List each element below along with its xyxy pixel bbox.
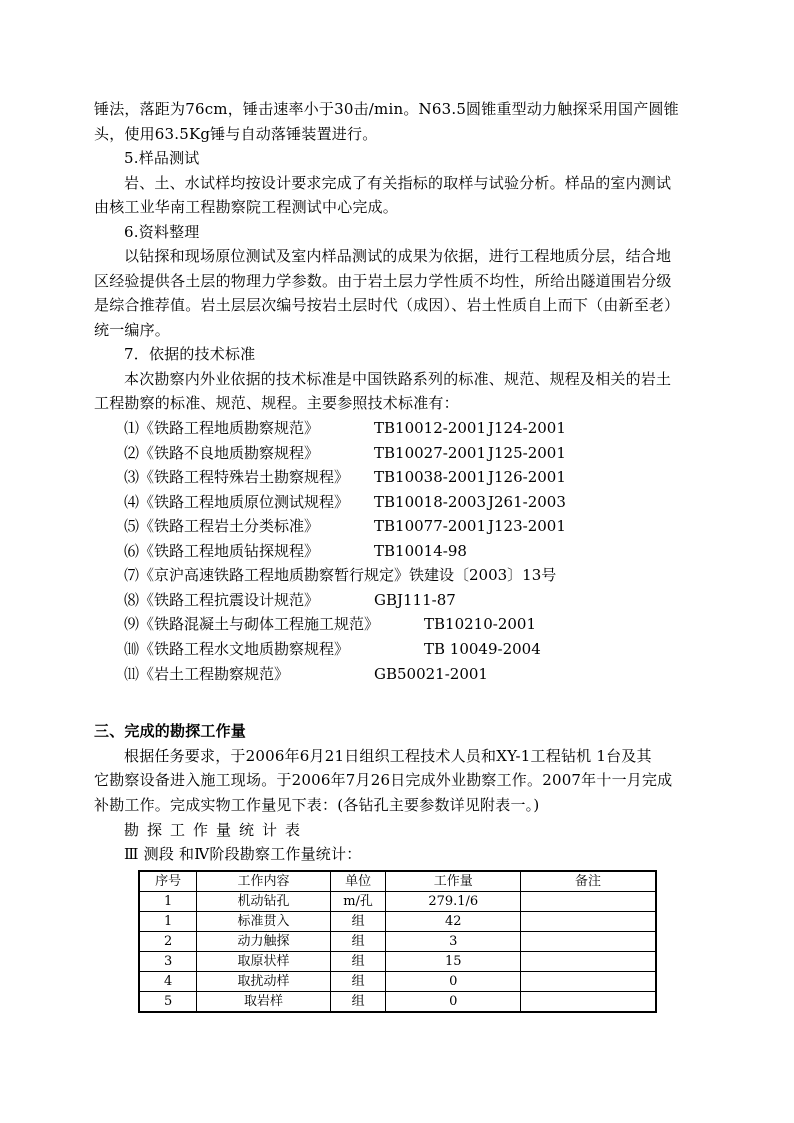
paragraph-line: 是综合推荐值。岩土层层次编号按岩土层时代（成因）、岩土性质自上而下（由新至老） (94, 296, 680, 314)
table-cell: 2 (139, 932, 197, 952)
standard-name: ⑵《铁路不良地质勘察规程》 (124, 444, 320, 462)
table-row (139, 912, 656, 932)
table-header-row (139, 871, 656, 892)
table-cell: 组 (330, 932, 386, 952)
standard-name: ⑹《铁路工程地质钻探规程》 (124, 542, 320, 560)
table-cell: 组 (330, 952, 386, 972)
table-row (139, 892, 656, 912)
standard-code: GB50021-2001 (374, 665, 488, 683)
table-cell: m/孔 (330, 892, 386, 912)
table-cell: 组 (330, 992, 386, 1013)
workload-table (138, 870, 657, 1013)
standard-code2: J126-2001 (488, 468, 566, 486)
standard-name: ⑾《岩土工程勘察规范》 (124, 665, 290, 683)
table-row (139, 932, 656, 952)
paragraph-line: 本次勘察内外业依据的技术标准是中国铁路系列的标准、规范、规程及相关的岩土 (124, 370, 672, 388)
paragraph-line: 由核工业华南工程勘察院工程测试中心完成。 (94, 198, 399, 216)
paragraph-line: 统一编序。 (94, 321, 171, 339)
table-row (139, 992, 656, 1013)
subheading-sample-testing: 5.样品测试 (124, 149, 200, 167)
section-heading: 三、完成的勘探工作量 (94, 722, 247, 740)
standard-code: TB10038-2001 (374, 468, 486, 486)
paragraph-line: 以钻探和现场原位测试及室内样品测试的成果为依据，进行工程地质分层，结合地 (124, 247, 672, 265)
standard-name: ⑸《铁路工程岩土分类标准》 (124, 517, 320, 535)
paragraph-line: 工程勘察的标准、规范、规程。主要参照技术标准有： (94, 394, 459, 412)
paragraph-line: 岩、土、水试样均按设计要求完成了有关指标的取样与试验分析。样品的室内测试 (124, 174, 672, 192)
table-cell (521, 932, 656, 952)
standard-code2: J125-2001 (488, 444, 566, 462)
standard-name: ⑷《铁路工程地质原位测试规程》 (124, 493, 350, 511)
subheading-data-processing: 6.资料整理 (124, 223, 200, 241)
table-subtitle: Ⅲ 测段 和Ⅳ阶段勘察工作量统计： (124, 845, 362, 863)
table-row (139, 952, 656, 972)
table-cell: 取岩样 (197, 992, 330, 1013)
standard-name: ⑻《铁路工程抗震设计规范》 (124, 591, 320, 609)
table-cell: 组 (330, 912, 386, 932)
table-header: 备注 (521, 871, 656, 892)
table-cell (521, 952, 656, 972)
table-cell: 取扰动样 (197, 972, 330, 992)
table-cell: 3 (386, 932, 521, 952)
table-cell: 动力触探 (197, 932, 330, 952)
standard-code: TB10014-98 (374, 542, 467, 560)
standard-name: ⑺《京沪高速铁路工程地质勘察暂行规定》铁建设〔2003〕13号 (124, 566, 557, 584)
standard-code2: J123-2001 (488, 517, 566, 535)
standard-code: GBJ111-87 (374, 591, 456, 609)
table-cell: 1 (139, 912, 197, 932)
standard-code2: J261-2003 (488, 493, 566, 511)
standard-code: TB10210-2001 (424, 615, 536, 633)
standard-name: ⑽《铁路工程水文地质勘察规程》 (124, 640, 350, 658)
table-cell (521, 912, 656, 932)
standard-name: ⑶《铁路工程特殊岩土勘察规程》 (124, 468, 350, 486)
table-cell: 3 (139, 952, 197, 972)
paragraph-line: 头，使用63.5Kg锤与自动落锤装置进行。 (94, 125, 378, 143)
table-cell: 1 (139, 892, 197, 912)
table-cell: 5 (139, 992, 197, 1013)
table-cell: 42 (386, 912, 521, 932)
standard-code: TB10018-2003 (374, 493, 486, 511)
paragraph-line: 锤法，落距为76cm，锤击速率小于30击/min。N63.5圆锥重型动力触探采用国产圆锥 (94, 100, 679, 118)
table-header: 工作内容 (197, 871, 330, 892)
paragraph-line: 根据任务要求，于2006年6月21日组织工程技术人员和XY-1工程钻机 1台及其 (124, 747, 652, 765)
table-header: 序号 (139, 871, 197, 892)
table-cell (521, 972, 656, 992)
table-cell: 0 (386, 992, 521, 1013)
table-row (139, 972, 656, 992)
table-header: 工作量 (386, 871, 521, 892)
table-cell: 机动钻孔 (197, 892, 330, 912)
standard-name: ⑼《铁路混凝土与砌体工程施工规范》 (124, 615, 380, 633)
table-cell: 取原状样 (197, 952, 330, 972)
paragraph-line: 区经验提供各土层的物理力学参数。由于岩土层力学性质不均性，所给出隧道围岩分级 (94, 272, 672, 290)
standard-code: TB10027-2001 (374, 444, 486, 462)
paragraph-line: 它勘察设备进入施工现场。于2006年7月26日完成外业勘察工作。2007年十一月完成 (94, 771, 673, 789)
subheading-standards: 7．依据的技术标准 (124, 345, 256, 363)
standard-code2: J124-2001 (488, 419, 566, 437)
table-cell: 标准贯入 (197, 912, 330, 932)
standard-name: ⑴《铁路工程地质勘察规范》 (124, 419, 320, 437)
table-cell (521, 892, 656, 912)
table-cell: 组 (330, 972, 386, 992)
standard-code: TB 10049-2004 (424, 640, 541, 658)
table-title: 勘探工作量统计表 (124, 821, 309, 839)
table-cell: 0 (386, 972, 521, 992)
table-header: 单位 (330, 871, 386, 892)
table-cell: 4 (139, 972, 197, 992)
standard-code: TB10012-2001 (374, 419, 486, 437)
table-cell: 279.1/6 (386, 892, 521, 912)
table-cell: 15 (386, 952, 521, 972)
paragraph-line: 补勘工作。完成实物工作量见下表：(各钻孔主要参数详见附表一。) (94, 796, 540, 814)
table-cell (521, 992, 656, 1013)
standard-code: TB10077-2001 (374, 517, 486, 535)
